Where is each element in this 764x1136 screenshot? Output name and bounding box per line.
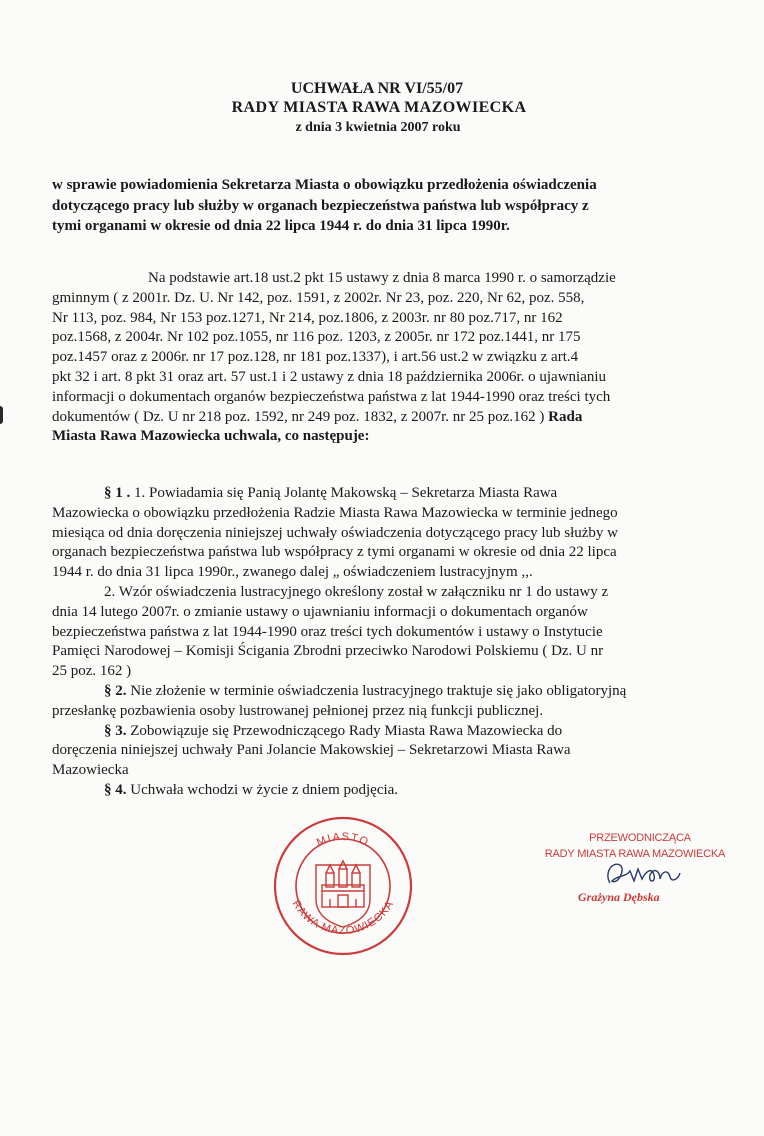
resolution-sections bbox=[52, 484, 692, 801]
chairwoman-title: PRZEWODNICZĄCA bbox=[589, 832, 691, 844]
basis-line: gminnym ( z 2001r. Dz. U. Nr 142, poz. 1591, z 2002r. Nr 23, poz. 220, Nr 62, poz. 558, bbox=[52, 289, 585, 306]
section-1-line: organach bezpieczeństwa państwa lub współpracy z tymi organami w okresie od dnia 22 lipca bbox=[52, 544, 617, 561]
section-2-line bbox=[52, 682, 692, 702]
basis-line-text: dokumentów ( Dz. U nr 218 poz. 1592, nr 249 poz. 1832, z 2007r. nr 25 poz.162 ) bbox=[52, 408, 549, 425]
basis-line: informacji o dokumentach organów bezpieczeństwa państwa z lat 1944-1990 oraz treści tych bbox=[52, 388, 611, 405]
section-1-text: 1. Powiadamia się Panią Jolantę Makowską – Sekretarza Miasta Rawa bbox=[130, 485, 558, 501]
legal-basis bbox=[52, 269, 692, 447]
resolution-number: UCHWAŁA NR VI/55/07 bbox=[290, 80, 464, 97]
council-title: RADY MIASTA RAWA MAZOWIECKA bbox=[544, 848, 726, 860]
basis-line bbox=[52, 408, 692, 428]
section-1-point-2-line: bezpieczeństwa państwa z lat 1944-1990 oraz treści tych dokumentów i ustawy o Instytucie bbox=[52, 623, 603, 640]
section-3-line: Mazowiecka bbox=[52, 762, 129, 779]
stamp-top-text: MIASTO bbox=[314, 830, 372, 850]
section-4-line bbox=[52, 781, 692, 801]
subject-line: w sprawie powiadomienia Sekretarza Miasta o obowiązku przedłożenia oświadczenia bbox=[52, 177, 597, 193]
section-1-line: Mazowiecka o obowiązku przedłożenia Radzie Miasta Rawa Mazowiecka w terminie jednego bbox=[52, 504, 618, 521]
section-3-text: Zobowiązuje się Przewodniczącego Rady Miasta Rawa Mazowiecka do bbox=[126, 722, 563, 739]
town-stamp bbox=[272, 815, 414, 957]
section-3-line bbox=[52, 722, 692, 742]
section-1-point-2-line: Pamięci Narodowej – Komisji Ścigania Zbrodni przeciwko Narodowi Polskiemu ( Dz. U nr bbox=[52, 643, 604, 660]
subject-line: tymi organami w okresie od dnia 22 lipca 1944 r. do dnia 31 lipca 1990r. bbox=[52, 218, 510, 234]
section-1-point-2-line: dnia 14 lutego 2007r. o zmianie ustawy o ujawnianiu informacji o dokumentach organów bbox=[52, 603, 588, 620]
basis-line: Na podstawie art.18 ust.2 pkt 15 ustawy z dnia 8 marca 1990 r. o samorządzie bbox=[148, 270, 616, 286]
section-2-line: przesłankę pozbawienia osoby lustrowanej pełnionej przez nią funkcji publicznej. bbox=[52, 702, 544, 719]
section-2-label: § 2. bbox=[104, 682, 127, 699]
section-4-label: § 4. bbox=[104, 781, 127, 798]
section-1-line: miesiąca od dnia doręczenia niniejszej uchwały oświadczenia dotyczącego pracy lub służby w bbox=[52, 524, 619, 541]
section-3-label: § 3. bbox=[104, 722, 127, 739]
handwritten-signature bbox=[600, 855, 682, 895]
section-1-point-2-line: 2. Wzór oświadczenia lustracyjnego określony został w załączniku nr 1 do ustawy z bbox=[104, 583, 609, 600]
council-name: RADY MIASTA RAWA MAZOWIECKA bbox=[231, 99, 527, 116]
section-4-text: Uchwała wchodzi w życie z dniem podjęcia. bbox=[126, 781, 399, 798]
section-1-point-2-line: 25 poz. 162 ) bbox=[52, 663, 132, 680]
section-1-line bbox=[52, 484, 692, 504]
coat-of-arms-icon bbox=[316, 861, 370, 927]
basis-line: poz.1457 oraz z 2006r. nr 17 poz.128, nr 181 poz.1337), i art.56 ust.2 w związku z art.4 bbox=[52, 349, 579, 366]
scan-edge-mark bbox=[0, 406, 3, 424]
subject-line: dotyczącego pracy lub służby w organach bezpieczeństwa państwa lub współpracy z bbox=[52, 197, 589, 214]
enactment-formula: Miasta Rawa Mazowiecka uchwala, co następuje: bbox=[52, 428, 370, 445]
stamp-bottom-text: RAWA MAZOWIECKA bbox=[289, 898, 397, 938]
basis-line: Nr 113, poz. 984, Nr 153 poz.1271, Nr 214, poz.1806, z 2003r. nr 80 poz.717, nr 162 bbox=[52, 309, 563, 326]
resolution-date: z dnia 3 kwietnia 2007 roku bbox=[295, 120, 461, 135]
basis-bold-tail: Rada bbox=[548, 408, 583, 425]
section-1-label: § 1 . bbox=[104, 485, 131, 501]
basis-line: pkt 32 i art. 8 pkt 31 oraz art. 57 ust.1 i 2 ustawy z dnia 18 października 2006r. o ujawnianiu bbox=[52, 368, 607, 385]
basis-line: poz.1568, z 2004r. Nr 102 poz.1055, nr 116 poz. 1203, z 2005r. nr 172 poz.1441, nr 175 bbox=[52, 329, 581, 346]
resolution-subject bbox=[52, 175, 682, 237]
chairwoman-name: Grażyna Dębska bbox=[578, 890, 660, 904]
section-1-line: 1944 r. do dnia 31 lipca 1990r., zwanego dalej „ oświadczeniem lustracyjnym ,,. bbox=[52, 564, 533, 581]
section-2-text: Nie złożenie w terminie oświadczenia lustracyjnego traktuje się jako obligatoryjną bbox=[126, 682, 627, 699]
section-3-line: doręczenia niniejszej uchwały Pani Jolancie Makowskiej – Sekretarzowi Miasta Rawa bbox=[52, 742, 571, 759]
